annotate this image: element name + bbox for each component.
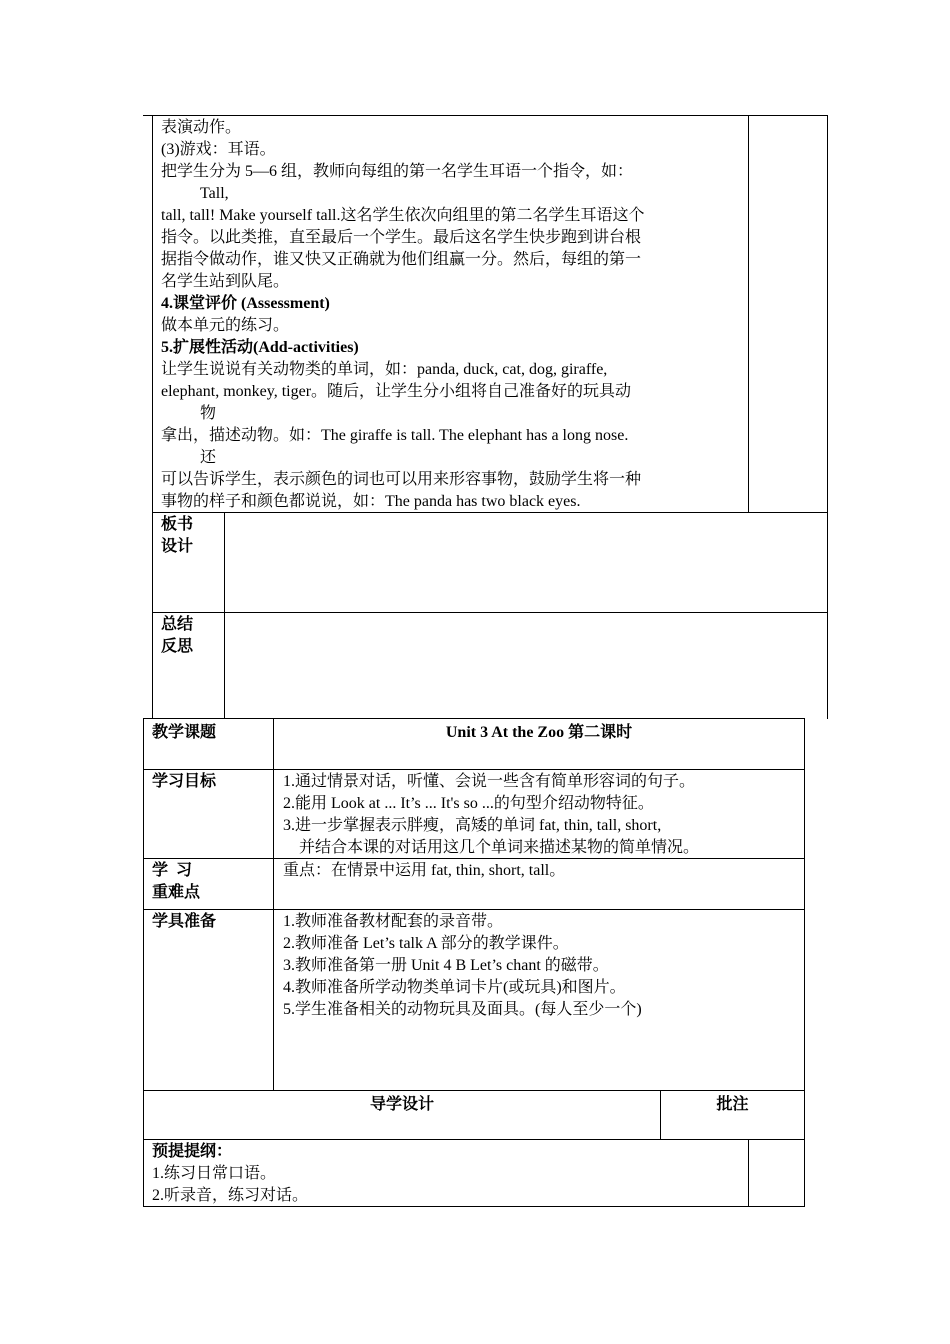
summary-label: 反思: [161, 638, 194, 655]
difficulty-label: 重难点: [152, 884, 201, 901]
objective-item: 3.进一步掌握表示胖瘦，高矮的单词 fat, thin, tall, short,: [283, 817, 662, 834]
rule: [143, 1090, 805, 1091]
rule: [224, 512, 225, 719]
topic-label: 教学课题: [152, 724, 217, 741]
content-line: 让学生说说有关动物类的单词，如：panda, duck, cat, dog, giraffe,: [161, 361, 608, 378]
objective-item: 2.能用 Look at ... It’s ... It's so ...的句型介绍动物特征。: [283, 795, 654, 812]
rule: [152, 115, 153, 719]
outline-item: 1.练习日常口语。: [152, 1165, 277, 1182]
materials-label: 学具准备: [152, 913, 217, 930]
content-line: Tall,: [200, 185, 229, 202]
content-line: 可以告诉学生，表示颜色的词也可以用来形容事物，鼓励学生将一种: [161, 471, 642, 488]
content-line: (3)游戏：耳语。: [161, 141, 276, 158]
material-item: 2.教师准备 Let’s talk A 部分的教学课件。: [283, 935, 569, 952]
difficulty-label: 学 习: [152, 862, 193, 879]
summary-label: 总结: [161, 616, 194, 633]
topic-value: Unit 3 At the Zoo 第二课时: [445, 724, 633, 741]
rule: [143, 769, 805, 770]
material-item: 5.学生准备相关的动物玩具及面具。(每人至少一个): [283, 1001, 642, 1018]
content-line: elephant, monkey, tiger。随后，让学生分小组将自己准备好的玩具动: [161, 383, 632, 400]
content-line: 做本单元的练习。: [161, 317, 290, 334]
content-line: 据指令做动作，谁又快又正确就为他们组赢一分。然后，每组的第一: [161, 251, 642, 268]
rule: [273, 718, 274, 1091]
rule: [804, 718, 805, 1207]
section-heading: 4.课堂评价 (Assessment): [161, 295, 330, 312]
content-line: 名学生站到队尾。: [161, 273, 290, 290]
board-design-label: 板书: [161, 516, 194, 533]
content-line: 指令。以此类推，直至最后一个学生。最后这名学生快步跑到讲台根: [161, 229, 642, 246]
objective-item: 并结合本课的对话用这几个单词来描述某物的简单情况。: [299, 839, 700, 856]
material-item: 1.教师准备教材配套的录音带。: [283, 913, 504, 930]
rule: [748, 1139, 749, 1207]
objectives-label: 学习目标: [152, 773, 217, 790]
difficulty-value: 重点：在情景中运用 fat, thin, short, tall。: [283, 862, 566, 879]
objective-item: 1.通过情景对话，听懂、会说一些含有简单形容词的句子。: [283, 773, 696, 790]
rule: [827, 115, 828, 719]
guide-design-label: 导学设计: [369, 1096, 434, 1113]
board-design-label: 设计: [161, 538, 194, 555]
material-item: 4.教师准备所学动物类单词卡片(或玩具)和图片。: [283, 979, 626, 996]
section-heading: 5.扩展性活动(Add-activities): [161, 339, 359, 356]
outline-item: 2.听录音，练习对话。: [152, 1187, 309, 1204]
rule: [143, 718, 805, 719]
content-line: 事物的样子和颜色都说说，如：The panda has two black eyes.: [161, 493, 581, 510]
rule: [748, 115, 749, 513]
content-line: 拿出，描述动物。如：The giraffe is tall. The elephant has a long nose.: [161, 427, 629, 444]
content-line: 表演动作。: [161, 119, 242, 136]
content-line: 把学生分为 5—6 组，教师向每组的第一名学生耳语一个指令，如：: [161, 163, 634, 180]
outline-title: 预提提纲：: [152, 1143, 233, 1160]
material-item: 3.教师准备第一册 Unit 4 B Let’s chant 的磁带。: [283, 957, 609, 974]
annotation-label: 批注: [716, 1096, 749, 1113]
rule: [152, 612, 828, 613]
rule: [143, 718, 144, 1207]
rule: [143, 1139, 805, 1140]
content-line: 物: [200, 405, 217, 422]
rule: [143, 115, 828, 116]
rule: [143, 909, 805, 910]
content-line: tall, tall! Make yourself tall.这名学生依次向组里的第二名学生耳语这个: [161, 207, 645, 224]
content-line: 还: [200, 449, 217, 466]
